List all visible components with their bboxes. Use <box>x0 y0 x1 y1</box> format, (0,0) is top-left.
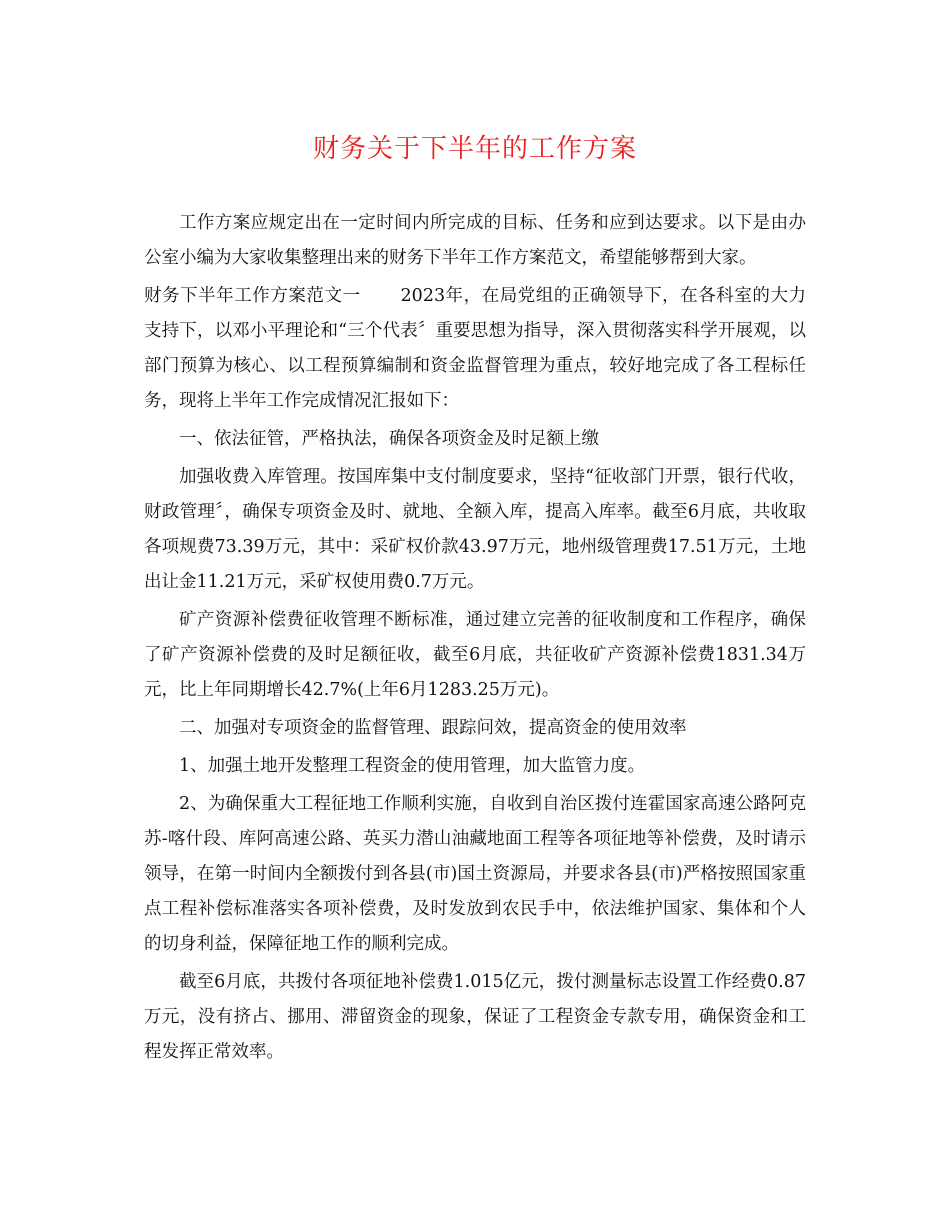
sample-text: 2023年，在局党组的正确领导下，在各科室的大力支持下，以邓小平理论和“三个代表〞重要思想为指导，深入贯彻落实科学开展观，以部门预算为核心、以工程预算编制和资金监督管理为重点，较好地完成了各工程标任务，现将上半年工作完成情况汇报如下： <box>144 286 806 411</box>
list-item-2: 2、为确保重大工程征地工作顺利实施，自收到自治区拨付连霍国家高速公路阿克苏-喀什段、库阿高速公路、英买力潜山油藏地面工程等各项征地等补偿费，及时请示领导，在第一时间内全额拨付到各县(市)国土资源局，并要求各县(市)严格按照国家重点工程补偿标准落实各项补偿费，及时发放到农民手中，依法维护国家、集体和个人的切身利益，保障征地工作的顺利完成。 <box>144 794 806 954</box>
sample-paragraph <box>144 279 806 419</box>
document-title: 财务关于下半年的工作方案 <box>312 134 637 164</box>
section-heading-1: 一、依法征管，严格执法，确保各项资金及时足额上缴 <box>179 429 599 449</box>
document-body <box>144 206 806 1073</box>
section-heading-2: 二、加强对专项资金的监督管理、跟踪问效，提高资金的使用效率 <box>179 718 687 738</box>
list-item-1: 1、加强土地开发整理工程资金的使用管理，加大监管力度。 <box>179 756 646 776</box>
mineral-paragraph: 矿产资源补偿费征收管理不断标准，通过建立完善的征收制度和工作程序，确保了矿产资源补偿费的及时足额征收，截至6月底，共征收矿产资源补偿费1831.34万元，比上年同期增长42.7%(上年6月1283.25万元)。 <box>144 610 806 700</box>
sample-label: 财务下半年工作方案范文一 <box>144 286 361 306</box>
intro-paragraph: 工作方案应规定出在一定时间内所完成的目标、任务和应到达要求。以下是由办公室小编为大家收集整理出来的财务下半年工作方案范文，希望能够帮到大家。 <box>144 213 806 268</box>
fees-paragraph: 加强收费入库管理。按国库集中支付制度要求，坚持“征收部门开票，银行代收，财政管理〞，确保专项资金及时、就地、全额入库，提高入库率。截至6月底，共收取各项规费73.39万元，其中：采矿权价款43.97万元，地州级管理费17.51万元，土地出让金11.21万元，采矿权使用费0.7万元。 <box>144 467 806 592</box>
compensation-paragraph: 截至6月底，共拨付各项征地补偿费1.015亿元，拨付测量标志设置工作经费0.87万元，没有挤占、挪用、滞留资金的现象，保证了工程资金专款专用，确保资金和工程发挥正常效率。 <box>144 972 806 1062</box>
